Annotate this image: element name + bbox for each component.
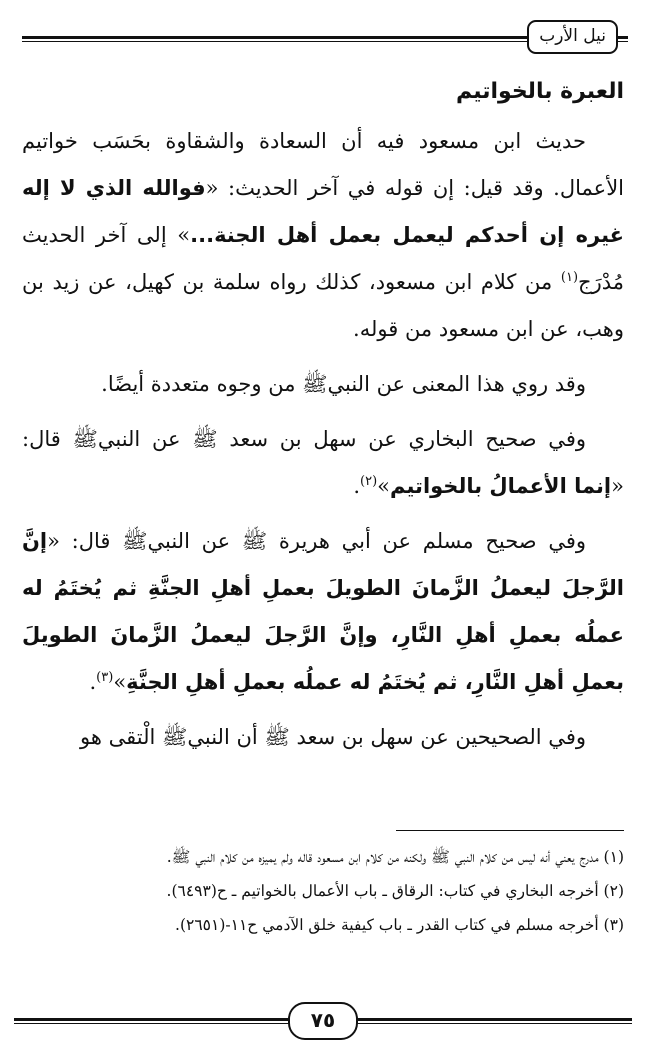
section-title: العبرة بالخواتيم (456, 79, 624, 104)
hadith-quote: فوالله الذي لا إله غيره إن أحدكم ليعمل بعمل أهل الجنة... (22, 176, 624, 247)
text-run: وفي صحيح مسلم عن أبي هريرة ﷺ عن النبيﷺ قال: « (47, 529, 586, 553)
paragraph-4 (22, 518, 624, 706)
footnotes (22, 842, 624, 944)
page-footer (14, 998, 632, 1042)
page-header (22, 14, 628, 54)
footnote-separator (396, 830, 624, 831)
paragraph-1 (22, 118, 624, 353)
paragraph-5: وفي الصحيحين عن سهل بن سعد ﷺ أن النبيﷺ الْتقى هو (80, 725, 586, 749)
footnote-3: (٣) أخرجه مسلم في كتاب القدر ـ باب كيفية خلق الآدمي ح١١-(٢٦٥١). (175, 916, 624, 934)
hadith-quote: إنما الأعمالُ بالخواتيم (390, 474, 612, 498)
text-run: » (377, 474, 391, 498)
footnote-ref: (٢) (360, 474, 378, 489)
running-title: نيل الأرب (527, 20, 618, 54)
footnote-2: (٢) أخرجه البخاري في كتاب: الرقاق ـ باب الأعمال بالخواتيم ـ ح(٦٤٩٣). (166, 882, 624, 900)
footnote-1: (١) مدرج يعني أنه ليس من كلام النبي ﷺ ولكنه من كلام ابن مسعود قاله ولم يميزه من كلام النبي ﷺ. (166, 848, 624, 866)
footnote-ref: (٣) (96, 670, 114, 685)
hadith-quote: إنَّ الرَّجلَ ليعملُ الزَّمانَ الطويلَ بعملِ أهلِ الجنَّةِ ثم يُختَمُ له عملُه بعملِ أهلِ النَّارِ، وإنَّ الرَّجلَ ليعملُ الزَّمانَ الطويلَ بعملِ أهلِ النَّارِ، ثم يُختَمُ له عملُه بعملِ أهلِ الجنَّةِ (22, 529, 624, 694)
text-run: . (89, 670, 97, 694)
text-run: من كلام ابن مسعود، كذلك رواه سلمة بن كهيل، عن زيد بن وهب، عن ابن مسعود من قوله. (22, 270, 624, 341)
text-run: وفي صحيح البخاري عن سهل بن سعد ﷺ عن النبيﷺ قال: « (22, 427, 624, 498)
text-run: » (113, 670, 127, 694)
footnote-ref: (١) (560, 270, 579, 285)
text-run: حديث ابن مسعود فيه أن السعادة والشقاوة بحَسَب خواتيم الأعمال. وقد قيل: إن قوله في آخر الحديث: « (22, 129, 624, 200)
text-run: » إلى آخر الحديث مُدْرَج (22, 223, 624, 294)
page-number: ٧٥ (288, 1002, 358, 1040)
paragraph-3 (22, 416, 624, 510)
main-text (22, 74, 624, 769)
paragraph-2: وقد روي هذا المعنى عن النبيﷺ من وجوه متعددة أيضًا. (101, 372, 586, 396)
text-run: . (353, 474, 361, 498)
